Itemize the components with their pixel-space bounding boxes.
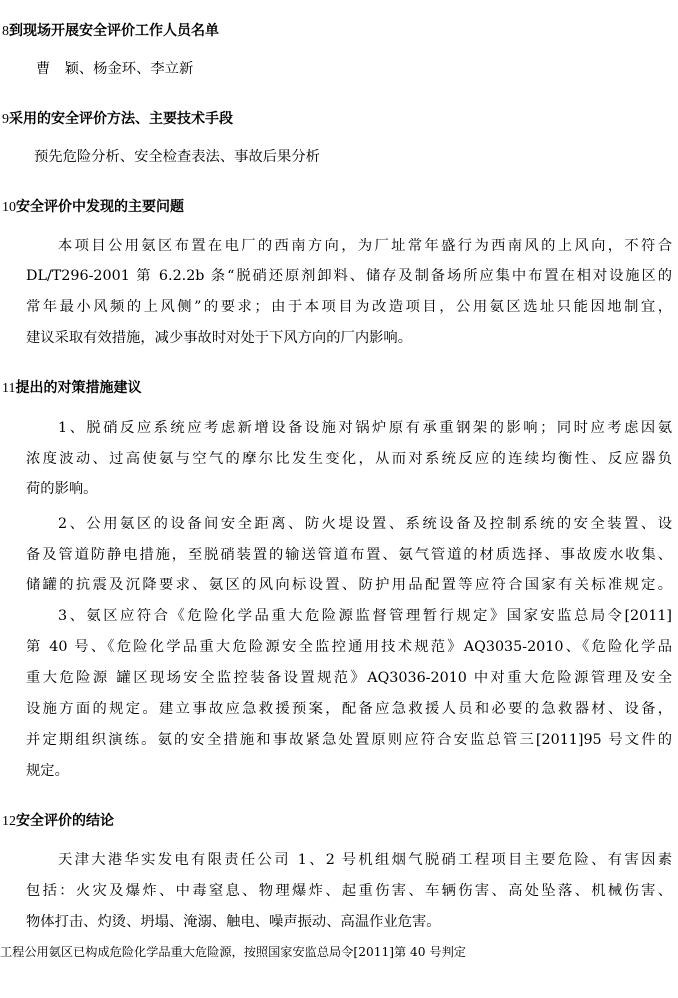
section-heading-8 (2, 22, 219, 41)
section-title: 采用的安全评价方法、主要技术手段 (9, 111, 233, 127)
section-number: 10 (2, 200, 16, 215)
measure-3-line: 并定期组织演练。氨的安全措施和事故紧急处置原则应符合安监总管三[2011]95 号文件的 (26, 732, 672, 748)
measure-1-line: 浓度波动、过高使氨与空气的摩尔比发生变化，从而对系统反应的连续均衡性、反应器负 (26, 451, 672, 467)
measure-2-line: 备及管道防静电措施，至脱硝装置的输送管道布置、氨气管道的材质选择、事故废水收集、 (26, 547, 672, 563)
problems-line: 建议采取有效措施，减少事故时对处于下风方向的厂内影响。 (26, 330, 413, 346)
footnote-text: 工程公用氨区已构成危险化学品重大危险源，按照国家安监总局令[2011]第 40 号判定 (0, 945, 466, 959)
section-heading-11 (2, 379, 141, 398)
measure-3-line: 3、氨区应符合《危险化学品重大危险源监督管理暂行规定》国家安监总局令[2011] (58, 608, 672, 624)
section-title: 安全评价的结论 (16, 813, 114, 829)
measure-3-line: 重大危险源 罐区现场安全监控装备设置规范》AQ3036-2010 中对重大危险源管理及安全 (26, 670, 672, 686)
section-number: 9 (2, 112, 9, 127)
problems-line: 本项目公用氨区布置在电厂的西南方向，为厂址常年盛行为西南风的上风向，不符合 (58, 238, 672, 254)
measure-1-line: 荷的影响。 (26, 481, 98, 497)
measure-2-line: 储罐的抗震及沉降要求、氨区的风向标设置、防护用品配置等应符合国家有关标准规定。 (26, 577, 672, 593)
section-title: 到现场开展安全评价工作人员名单 (9, 23, 219, 39)
section-heading-10 (2, 198, 184, 217)
section-heading-9 (2, 110, 233, 129)
problems-line: DL/T296-2001 第 6.2.2b 条“脱硝还原剂卸料、储存及制备场所应集中布置在相对设施区的 (26, 268, 672, 284)
conclusion-line: 物体打击、灼烫、坍塌、淹溺、触电、噪声振动、高温作业危害。 (26, 914, 441, 930)
problems-line: 常年最小风频的上风侧”的要求；由于本项目为改造项目，公用氨区选址只能因地制宜， (26, 299, 672, 315)
conclusion-line: 包括：火灾及爆炸、中毒窒息、物理爆炸、起重伤害、车辆伤害、高处坠落、机械伤害、 (26, 883, 672, 899)
measure-3-line: 第 40 号、《危险化学品重大危险源安全监控通用技术规范》AQ3035-2010、《危险化学品 (26, 639, 672, 655)
section-number: 12 (2, 814, 16, 829)
measure-3-line: 设施方面的规定。建立事故应急救援预案，配备应急救援人员和必要的急救器材、设备， (26, 701, 672, 717)
measure-3-line: 规定。 (26, 763, 69, 779)
section-title: 提出的对策措施建议 (15, 380, 142, 396)
methods-text: 预先危险分析、安全检查表法、事故后果分析 (34, 149, 320, 165)
measure-1-line: 1、脱硝反应系统应考虑新增设备设施对锅炉原有承重钢架的影响；同时应考虑因氨 (58, 420, 672, 436)
measure-2-line: 2、公用氨区的设备间安全距离、防火堤设置、系统设备及控制系统的安全装置、设 (58, 516, 672, 532)
section-number: 11 (2, 381, 16, 396)
section-title: 安全评价中发现的主要问题 (16, 199, 184, 215)
section-heading-12 (2, 812, 114, 831)
conclusion-line: 天津大港华实发电有限责任公司 1、2 号机组烟气脱硝工程项目主要危险、有害因素 (58, 852, 672, 868)
section-number: 8 (2, 24, 9, 39)
personnel-list: 曹 颖、杨金环、李立新 (36, 61, 194, 77)
